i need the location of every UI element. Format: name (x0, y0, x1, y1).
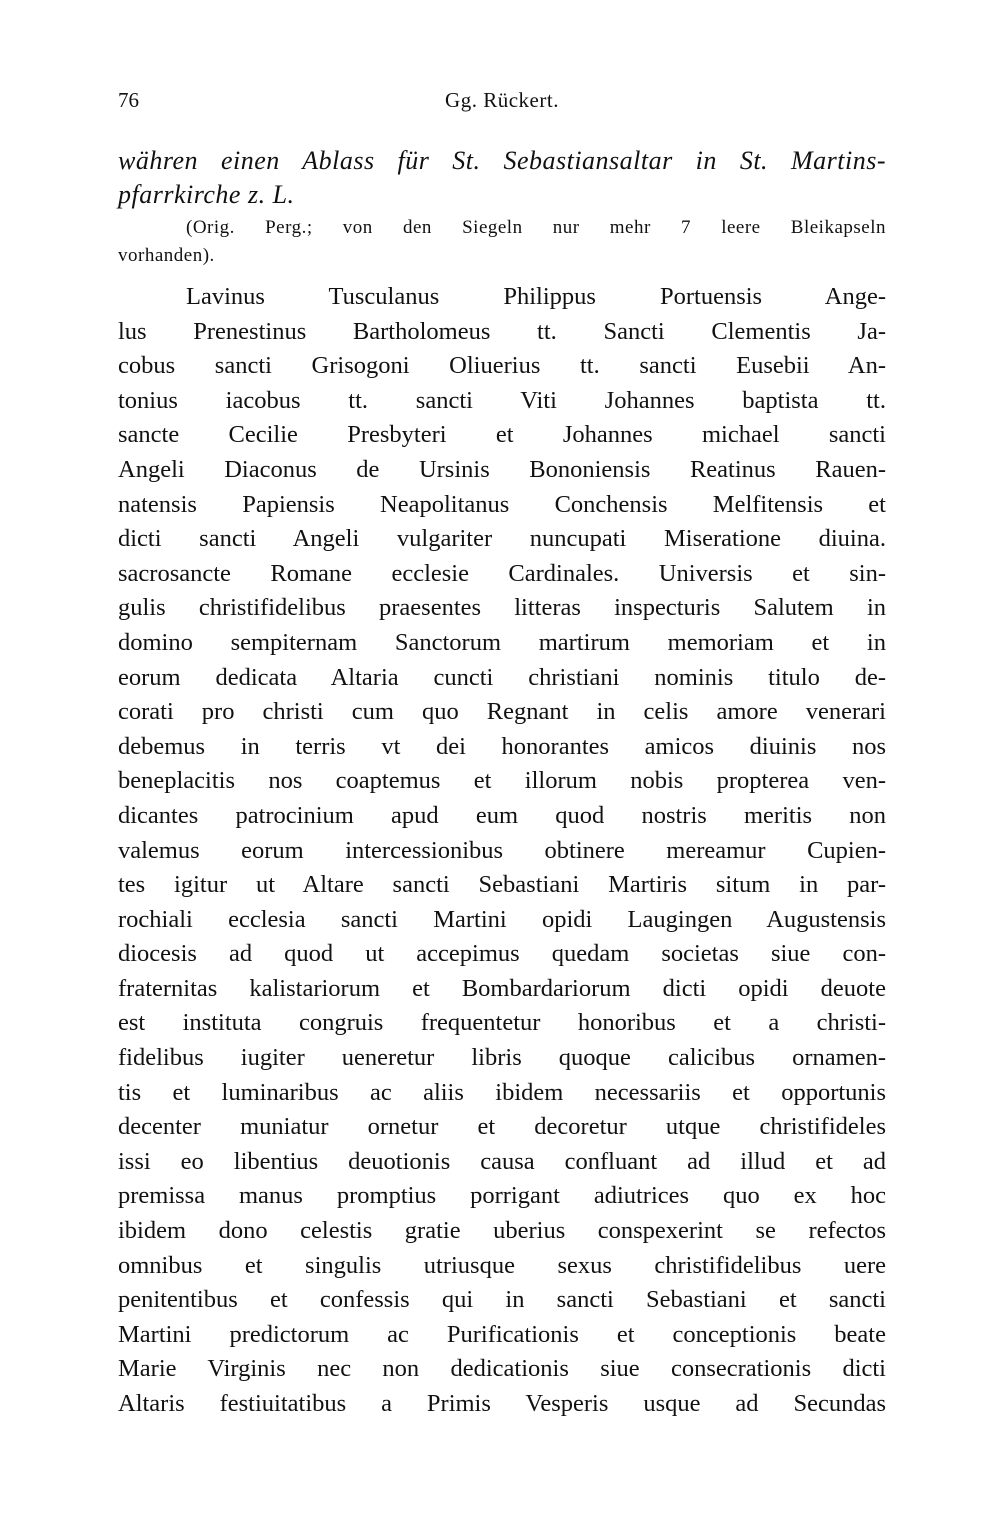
body-line: penitentibus et confessis qui in sancti Sebastiani et sancti (118, 1286, 886, 1314)
body-line: valemus eorum intercessionibus obtinere mereamur Cupien- (118, 836, 886, 864)
heading-line: währen einen Ablass für St. Sebastiansaltar in St. Martins- (118, 146, 886, 175)
body-line: sacrosancte Romane ecclesie Cardinales. Universis et sin- (118, 559, 886, 587)
body-line: Lavinus Tusculanus Philippus Portuensis Ange- (186, 283, 886, 310)
body-line: cobus sancti Grisogoni Oliuerius tt. sancti Eusebii An- (118, 352, 886, 380)
body-line: rochiali ecclesia sancti Martini opidi Laugingen Augustensis (118, 905, 886, 933)
body-line: corati pro christi cum quo Regnant in celis amore venerari (118, 698, 886, 726)
body-line: natensis Papiensis Neapolitanus Conchensis Melfitensis et (118, 490, 886, 518)
document-page (118, 88, 886, 1422)
body-line: eorum dedicata Altaria cuncti christiani nominis titulo de- (118, 663, 886, 691)
running-header (118, 88, 886, 124)
body-line: diocesis ad quod ut accepimus quedam societas siue con- (118, 940, 886, 968)
body-line: fraternitas kalistariorum et Bombardariorum dicti opidi deuote (118, 974, 886, 1002)
body-line: fidelibus iugiter ueneretur libris quoque calicibus ornamen- (118, 1044, 886, 1072)
body-line: est instituta congruis frequentetur honoribus et a christi- (118, 1009, 886, 1037)
body-line: Angeli Diaconus de Ursinis Bononiensis Reatinus Rauen- (118, 455, 886, 483)
body-line: tes igitur ut Altare sancti Sebastiani Martiris situm in par- (118, 871, 886, 899)
body-line: decenter muniatur ornetur et decoretur utque christifideles (118, 1113, 886, 1141)
body-line: Martini predictorum ac Purificationis et conceptionis beate (118, 1320, 886, 1348)
body-line: debemus in terris vt dei honorantes amicos diuinis nos (118, 732, 886, 760)
heading-line: pfarrkirche z. L. (118, 180, 295, 209)
body-line: dicantes patrocinium apud eum quod nostris meritis non (118, 801, 886, 829)
body-line: gulis christifidelibus praesentes litteras inspecturis Salutem in (118, 594, 886, 622)
body-line: dicti sancti Angeli vulgariter nuncupati Miseratione diuina. (118, 525, 886, 553)
source-note (118, 214, 886, 270)
note-line: vorhanden). (118, 245, 215, 266)
body-line: tis et luminaribus ac aliis ibidem necessariis et opportunis (118, 1078, 886, 1106)
body-line: issi eo libentius deuotionis causa confluant ad illud et ad (118, 1147, 886, 1175)
body-line: tonius iacobus tt. sancti Viti Johannes baptista tt. (118, 386, 886, 414)
document-body (118, 280, 886, 1422)
body-line: Marie Virginis nec non dedicationis siue consecrationis dicti (118, 1355, 886, 1383)
body-line: premissa manus promptius porrigant adiutrices quo ex hoc (118, 1182, 886, 1210)
body-line: domino sempiternam Sanctorum martirum memoriam et in (118, 628, 886, 656)
body-line: omnibus et singulis utriusque sexus christifidelibus uere (118, 1251, 886, 1279)
body-line: beneplacitis nos coaptemus et illorum nobis propterea ven- (118, 767, 886, 795)
page-number: 76 (118, 88, 139, 112)
note-line: (Orig. Perg.; von den Siegeln nur mehr 7 leere Bleikapseln (186, 217, 886, 238)
body-line: sancte Cecilie Presbyteri et Johannes michael sancti (118, 421, 886, 449)
body-line: Altaris festiuitatibus a Primis Vesperis usque ad Secundas (118, 1390, 886, 1417)
body-line: ibidem dono celestis gratie uberius conspexerint se refectos (118, 1217, 886, 1245)
body-line: lus Prenestinus Bartholomeus tt. Sancti Clementis Ja- (118, 317, 886, 345)
running-title: Gg. Rückert. (445, 88, 559, 112)
document-heading (118, 144, 886, 212)
